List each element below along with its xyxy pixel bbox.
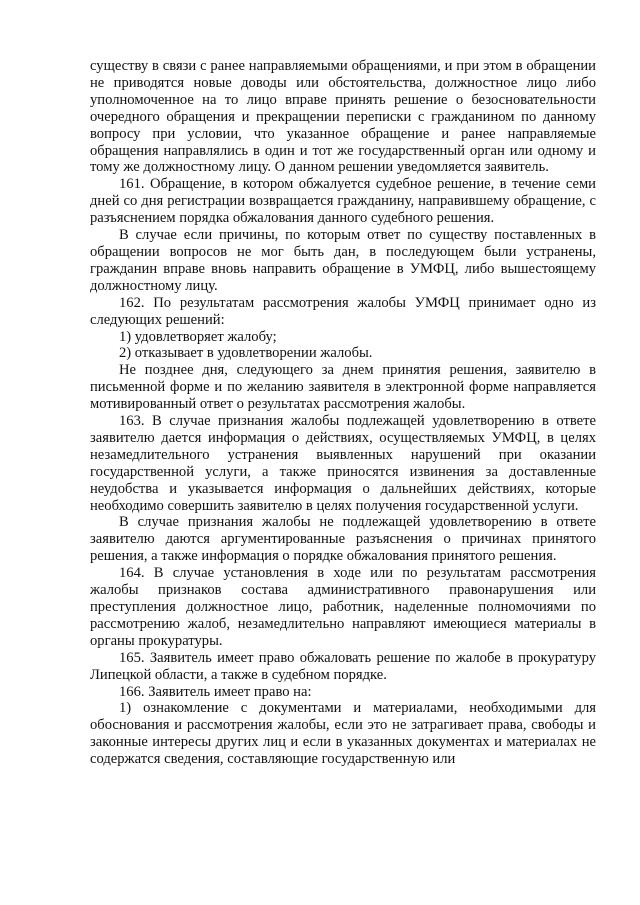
paragraph-161-second: В случае если причины, по которым ответ по существу поставленных в обращении вопросов не мог быть дан, в последующем были устранены, гражданин вправе вновь направить обращение в УМФЦ, либо вышестоящему должностному лицу. — [90, 227, 596, 294]
document-page — [90, 58, 596, 768]
paragraph-164: 164. В случае установления в ходе или по результатам рассмотрения жалобы признаков состава административного правонарушения или преступления должностное лицо, работник, наделенные полномочиями по рассмотрению жалоб, незамедлительно направляют имеющиеся материалы в органы прокуратуры. — [90, 565, 596, 649]
paragraph-166: 166. Заявитель имеет право на: — [119, 683, 312, 700]
paragraph-162-item-2: 2) отказывает в удовлетворении жалобы. — [119, 345, 373, 362]
paragraph-162-item-1: 1) удовлетворяет жалобу; — [119, 328, 277, 345]
paragraph-162: 162. По результатам рассмотрения жалобы УМФЦ принимает одно из следующих решений: — [90, 294, 596, 328]
paragraph-162-response: Не позднее дня, следующего за днем принятия решения, заявителю в письменной форме и по желанию заявителя в электронной форме направляется мотивированный ответ о результатах рассмотрения жалобы. — [90, 362, 596, 413]
paragraph-161: 161. Обращение, в котором обжалуется судебное решение, в течение семи дней со дня регистрации возвращается гражданину, направившему обращение, с разъяснением порядка обжалования данного судебного решения. — [90, 176, 596, 227]
paragraph-166-item-1: 1) ознакомление с документами и материалами, необходимыми для обоснования и рассмотрения жалобы, если это не затрагивает права, свободы и законные интересы других лиц и если в указанных документах и материалах не содержатся сведения, составляющие государственную или — [90, 700, 596, 768]
paragraph-163-second: В случае признания жалобы не подлежащей удовлетворению в ответе заявителю даются аргументированные разъяснения о причинах принятого решения, а также информация о порядке обжалования принятого решения. — [90, 514, 596, 565]
paragraph-continuation: существу в связи с ранее направляемыми обращениями, и при этом в обращении не приводятся новые доводы или обстоятельства, должностное лицо либо уполномоченное на то лицо вправе принять решение о безосновательности очередного обращения и прекращении переписки с гражданином по данному вопросу при условии, что указанное обращение и ранее направляемые обращения направлялись в один и тот же государственный орган или одному и тому же должностному лицу. О данном решении уведомляется заявитель. — [90, 58, 596, 176]
paragraph-163: 163. В случае признания жалобы подлежащей удовлетворению в ответе заявителю дается информация о действиях, осуществляемых УМФЦ, в целях незамедлительного устранения выявленных нарушений при оказании государственной услуги, а также приносятся извинения за доставленные неудобства и указывается информация о дальнейших действиях, которые необходимо совершить заявителю в целях получения государственной услуги. — [90, 413, 596, 514]
paragraph-165: 165. Заявитель имеет право обжаловать решение по жалобе в прокуратуру Липецкой области, а также в судебном порядке. — [90, 649, 596, 683]
